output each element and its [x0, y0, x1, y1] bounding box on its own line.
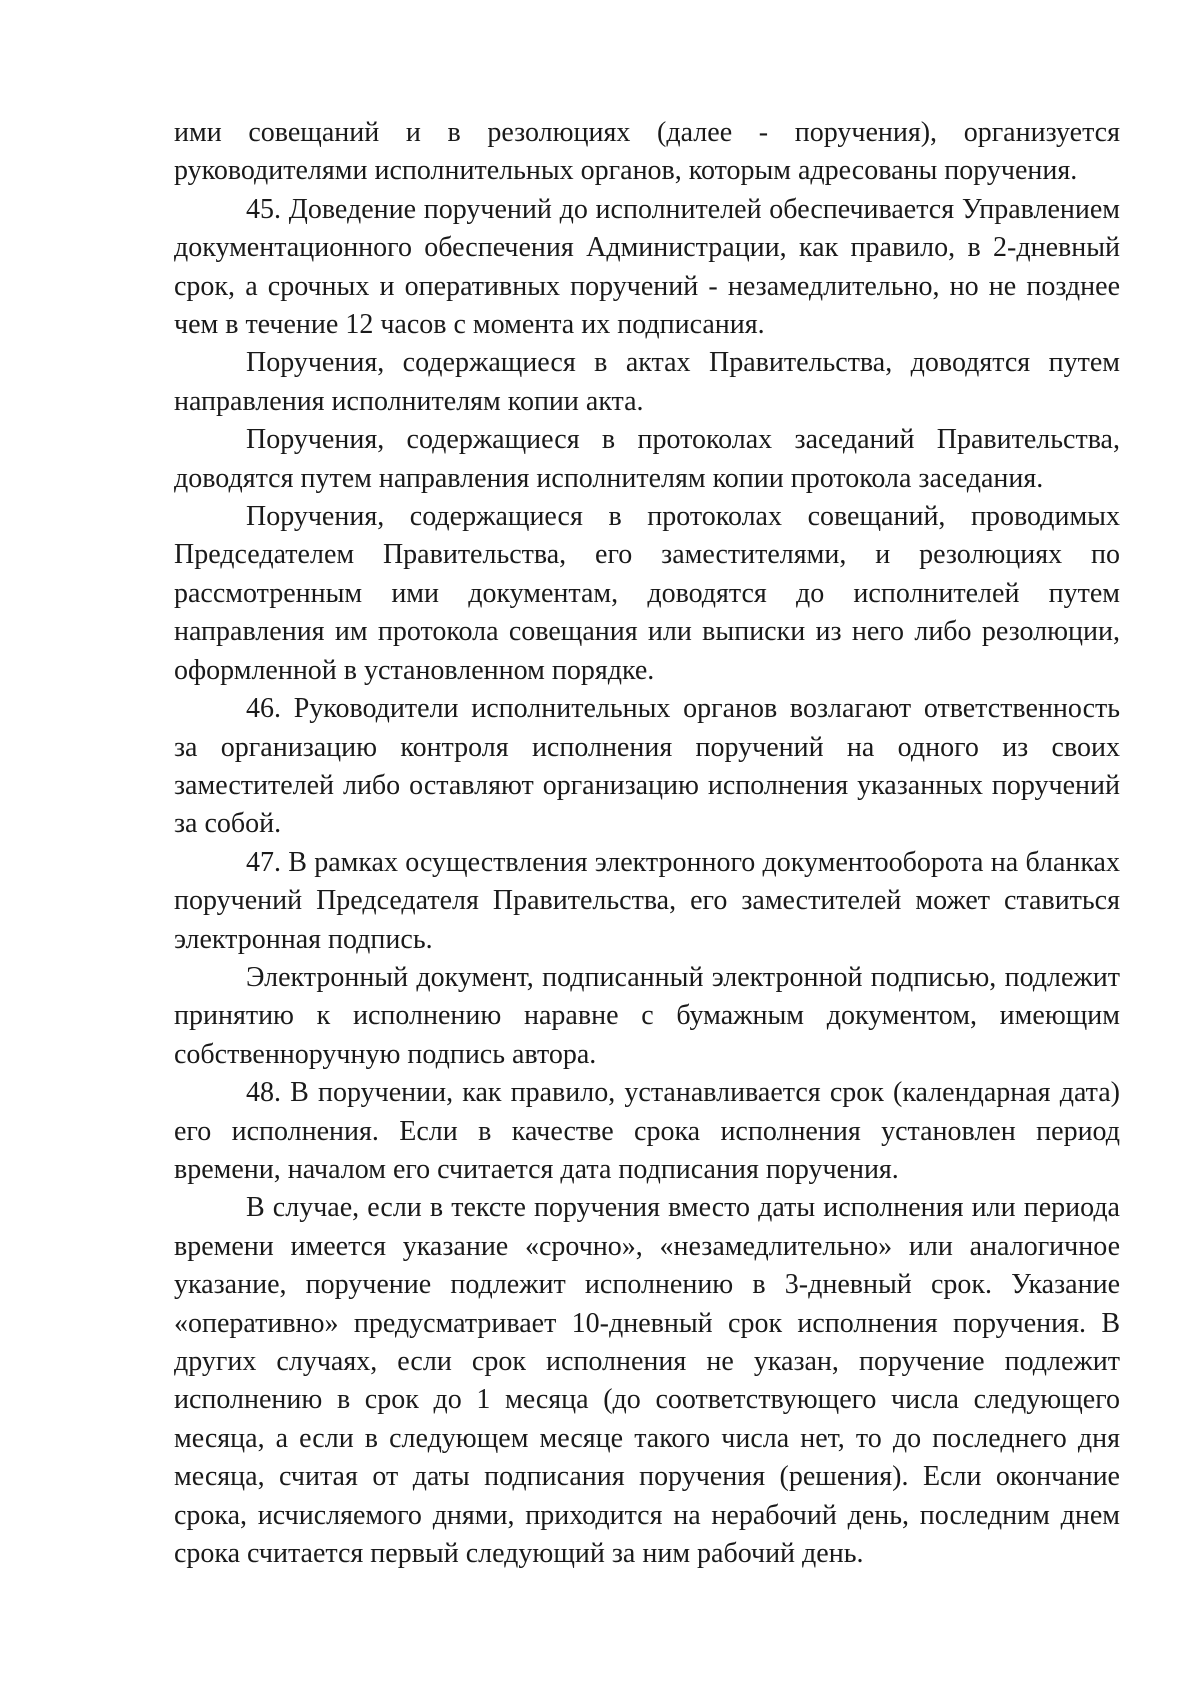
- paragraph-government-acts: Поручения, содержащиеся в актах Правительства, доводятся путем направления исполнителям копии акта.: [174, 347, 1120, 417]
- paragraph-urgent-deadlines: В случае, если в тексте поручения вместо даты исполнения или периода времени имеется указание «срочно», «незамедлительно» или аналогичное указание, поручение подлежит исполнению в 3-дневный срок. Указание «оперативно» предусматривает 10-дневный срок исполнения поручения. В других случаях, если срок исполнения не указан, поручение подлежит исполнению в срок до 1 месяца (до соответствующего числа следующего месяца, а если в следующем месяце такого числа нет, то до последнего дня месяца, считая от даты подписания поручения (решения). Если окончание срока, исчисляемого днями, приходится на нерабочий день, последним днем срока считается первый следующий за ним рабочий день.: [174, 1192, 1120, 1570]
- paragraph-47-electronic-signature: 47. В рамках осуществления электронного документооборота на бланках поручений Председателя Правительства, его заместителей может ставиться электронная подпись.: [174, 846, 1120, 955]
- paragraph-46-responsibility: 46. Руководители исполнительных органов возлагают ответственность за организацию контроля исполнения поручений на одного из своих заместителей либо оставляют организацию исполнения указанных поручений за собой.: [174, 693, 1120, 840]
- paragraph-meeting-protocols: Поручения, содержащиеся в протоколах заседаний Правительства, доводятся путем направления исполнителям копии протокола заседания.: [174, 424, 1120, 494]
- paragraph-45-delivery: 45. Доведение поручений до исполнителей обеспечивается Управлением документационного обеспечения Администрации, как правило, в 2-дневный срок, а срочных и оперативных поручений - незамедлительно, но не позднее чем в течение 12 часов с момента их подписания.: [174, 193, 1120, 341]
- paragraph-continuation: ими совещаний и в резолюциях (далее - поручения), организуется руководителями исполнительных органов, которым адресованы поручения.: [174, 117, 1120, 187]
- paragraph-48-deadline: 48. В поручении, как правило, устанавливается срок (календарная дата) его исполнения. Если в качестве срока исполнения установлен период времени, началом его считается дата подписания поручения.: [174, 1077, 1120, 1185]
- paragraph-conference-protocols: Поручения, содержащиеся в протоколах совещаний, проводимых Председателем Правительства, его заместителями, и резолюциях по рассмотренным ими документам, доводятся до исполнителей путем направления им протокола совещания или выписки из него либо резолюции, оформленной в установленном порядке.: [174, 501, 1120, 686]
- document-body: [174, 114, 1120, 1573]
- paragraph-electronic-document: Электронный документ, подписанный электронной подписью, подлежит принятию к исполнению наравне с бумажным документом, имеющим собственноручную подпись автора.: [174, 961, 1120, 1070]
